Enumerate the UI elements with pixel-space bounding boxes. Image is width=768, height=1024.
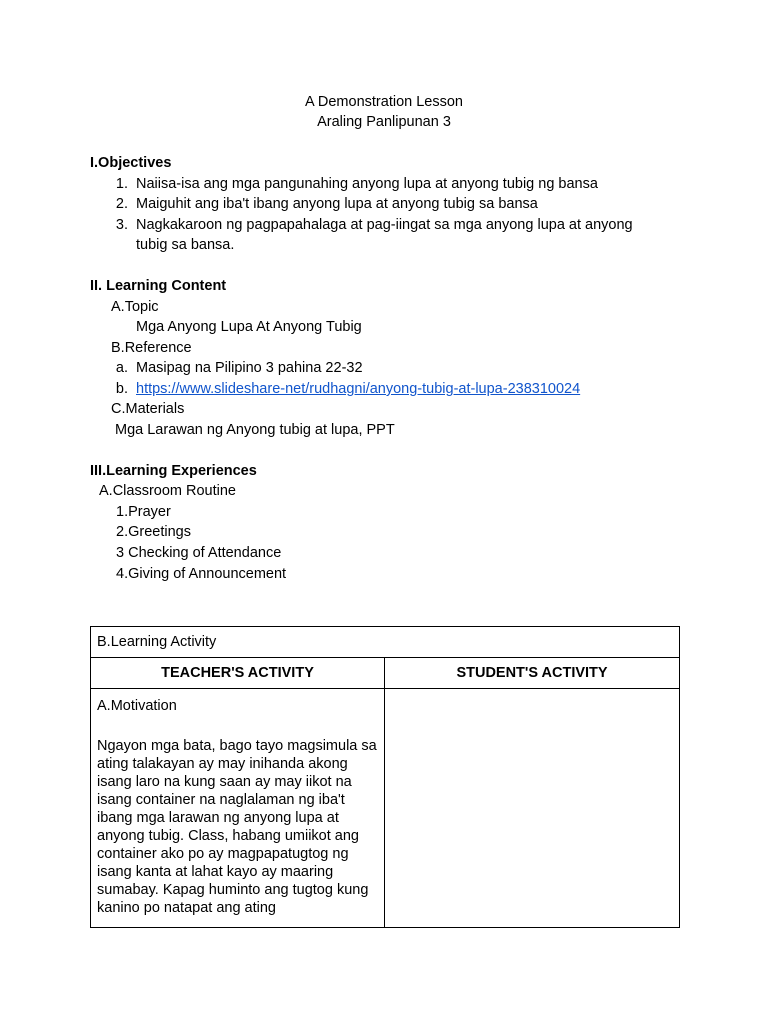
- reference-link[interactable]: https://www.slideshare-net/rudhagni/anyong-tubig-at-lupa-238310024: [136, 381, 581, 397]
- reference-item-a: [106, 358, 363, 378]
- objective-text: Maiguhit ang iba't ibang anyong lupa at anyong tubig sa bansa: [136, 196, 538, 212]
- teacher-activity-cell: [91, 689, 385, 928]
- topic-text: Mga Anyong Lupa At Anyong Tubig: [136, 319, 362, 335]
- lesson-subject: Araling Panlipunan 3: [317, 114, 451, 130]
- learning-activity-title: B.Learning Activity: [91, 627, 680, 658]
- lesson-title: A Demonstration Lesson: [305, 94, 463, 110]
- table-row: [91, 689, 680, 928]
- reference-item-b: [106, 379, 580, 399]
- table-title-row: [91, 627, 680, 658]
- student-activity-header: STUDENT'S ACTIVITY: [385, 658, 680, 689]
- routine-item-prayer: 1.Prayer: [116, 504, 171, 520]
- objective-item-3: [106, 215, 633, 235]
- reference-letter: a.: [115, 360, 128, 376]
- materials-text: Mga Larawan ng Anyong tubig at lupa, PPT: [115, 422, 395, 438]
- objective-number: 3.: [115, 217, 128, 233]
- materials-label: C.Materials: [111, 401, 185, 417]
- learning-content-heading: II. Learning Content: [90, 278, 227, 294]
- motivation-label: A.Motivation: [97, 698, 177, 714]
- student-activity-cell: [385, 689, 680, 928]
- objective-text: Nagkakaroon ng pagpapahalaga at pag-iingat sa mga anyong lupa at anyong: [136, 217, 633, 233]
- reference-letter: b.: [115, 381, 128, 397]
- objective-number: 2.: [115, 196, 128, 212]
- motivation-text: Ngayon mga bata, bago tayo magsimula sa ating talakayan ay may inihanda akong isang laro na kung saan ay may iikot na isang container na naglalaman ng iba't ibang mga larawan ng anyong lupa at anyong tubig. Class, habang umiikot ang container ako po ay magpapatugtog ng isang kanta at lahat kayo ay maaring sumabay. Kapag huminto ang tugtog kung kanino po natapat ang ating: [97, 738, 377, 916]
- routine-item-attendance: 3 Checking of Attendance: [116, 545, 282, 561]
- objective-number: 1.: [115, 176, 128, 192]
- learning-activity-table: [90, 626, 680, 928]
- classroom-routine-label: A.Classroom Routine: [99, 483, 236, 499]
- objective-item-1: [106, 174, 598, 194]
- objective-text: Naiisa-isa ang mga pangunahing anyong lupa at anyong tubig ng bansa: [136, 176, 598, 192]
- table-header-row: [91, 658, 680, 689]
- objective-item-3-continued: tubig sa bansa.: [136, 237, 235, 253]
- reference-text: Masipag na Pilipino 3 pahina 22-32: [136, 360, 363, 376]
- learning-experiences-heading: III.Learning Experiences: [90, 463, 257, 479]
- routine-item-greetings: 2.Greetings: [116, 524, 191, 540]
- teacher-activity-header: TEACHER'S ACTIVITY: [91, 658, 385, 689]
- reference-label: B.Reference: [111, 340, 192, 356]
- routine-item-announcement: 4.Giving of Announcement: [116, 566, 287, 582]
- objective-item-2: [106, 194, 538, 214]
- topic-label: A.Topic: [111, 299, 159, 315]
- objectives-heading: I.Objectives: [90, 155, 172, 171]
